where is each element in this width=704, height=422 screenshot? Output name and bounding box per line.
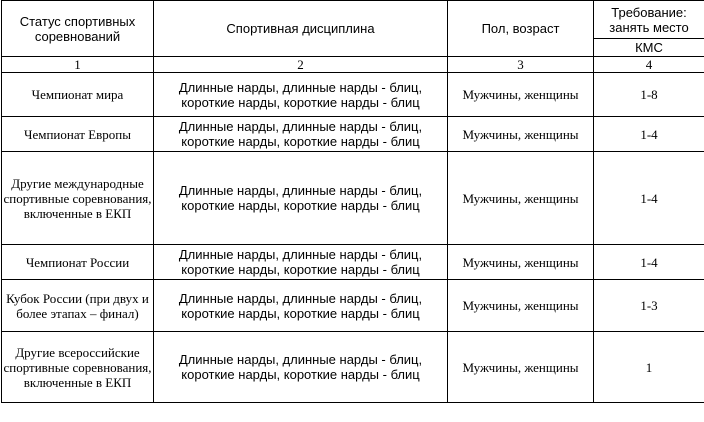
status-cell: Другие международные спортивные соревнования, включенные в ЕКП bbox=[2, 152, 154, 245]
place-cell: 1-4 bbox=[594, 245, 704, 280]
column-number: 4 bbox=[594, 57, 704, 73]
discipline-cell: Длинные нарды, длинные нарды - блиц, короткие нарды, короткие нарды - блиц bbox=[154, 245, 448, 280]
gender-age-cell: Мужчины, женщины bbox=[448, 280, 594, 332]
header-row bbox=[2, 1, 704, 39]
gender-age-cell: Мужчины, женщины bbox=[448, 73, 594, 117]
column-number: 1 bbox=[2, 57, 154, 73]
gender-age-cell: Мужчины, женщины bbox=[448, 152, 594, 245]
header-gender-age: Пол, возраст bbox=[448, 1, 594, 57]
table-row bbox=[2, 280, 704, 332]
discipline-cell: Длинные нарды, длинные нарды - блиц, короткие нарды, короткие нарды - блиц bbox=[154, 332, 448, 403]
status-cell: Другие всероссийские спортивные соревнования, включенные в ЕКП bbox=[2, 332, 154, 403]
table-body bbox=[2, 73, 704, 403]
column-number: 2 bbox=[154, 57, 448, 73]
gender-age-cell: Мужчины, женщины bbox=[448, 332, 594, 403]
place-cell: 1-8 bbox=[594, 73, 704, 117]
gender-age-cell: Мужчины, женщины bbox=[448, 245, 594, 280]
table-row bbox=[2, 117, 704, 152]
place-cell: 1-4 bbox=[594, 117, 704, 152]
column-number-row bbox=[2, 57, 704, 73]
status-cell: Чемпионат России bbox=[2, 245, 154, 280]
table-row bbox=[2, 245, 704, 280]
discipline-cell: Длинные нарды, длинные нарды - блиц, короткие нарды, короткие нарды - блиц bbox=[154, 117, 448, 152]
place-cell: 1-3 bbox=[594, 280, 704, 332]
status-cell: Чемпионат мира bbox=[2, 73, 154, 117]
table-row bbox=[2, 152, 704, 245]
discipline-cell: Длинные нарды, длинные нарды - блиц, короткие нарды, короткие нарды - блиц bbox=[154, 73, 448, 117]
table-row bbox=[2, 332, 704, 403]
header-requirement: Требование: занять место bbox=[594, 1, 704, 39]
header-discipline: Спортивная дисциплина bbox=[154, 1, 448, 57]
header-status: Статус спортивных соревнований bbox=[2, 1, 154, 57]
column-number: 3 bbox=[448, 57, 594, 73]
status-cell: Кубок России (при двух и более этапах – финал) bbox=[2, 280, 154, 332]
status-cell: Чемпионат Европы bbox=[2, 117, 154, 152]
gender-age-cell: Мужчины, женщины bbox=[448, 117, 594, 152]
discipline-cell: Длинные нарды, длинные нарды - блиц, короткие нарды, короткие нарды - блиц bbox=[154, 280, 448, 332]
place-cell: 1 bbox=[594, 332, 704, 403]
place-cell: 1-4 bbox=[594, 152, 704, 245]
header-requirement-rank: КМС bbox=[594, 39, 704, 57]
table-row bbox=[2, 73, 704, 117]
ranking-requirements-table bbox=[1, 0, 704, 403]
discipline-cell: Длинные нарды, длинные нарды - блиц, короткие нарды, короткие нарды - блиц bbox=[154, 152, 448, 245]
